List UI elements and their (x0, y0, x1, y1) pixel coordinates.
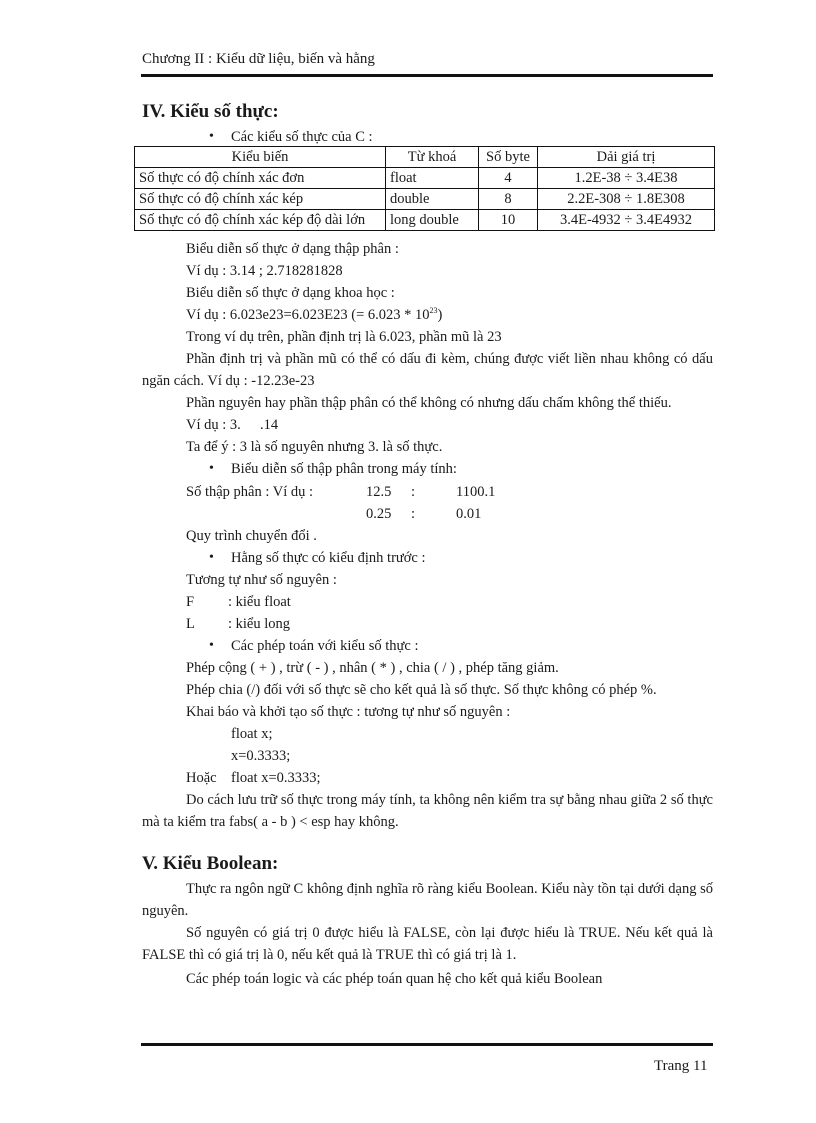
paragraph: Do cách lưu trữ số thực trong máy tính, ta không nên kiểm tra sự bằng nhau giữa 2 số thực mà ta kiểm tra fabs( a - b ) < esp hay không. (142, 792, 713, 830)
footer-rule (141, 1043, 713, 1046)
example-value: 0.25 (366, 506, 392, 522)
chapter-header: Chương II : Kiểu dữ liệu, biến và hằng (142, 51, 375, 67)
example-value: 12.5 (366, 484, 392, 500)
text-line: Trong ví dụ trên, phần định trị là 6.023, phần mũ là 23 (186, 329, 502, 345)
table-header-row (135, 147, 715, 168)
float-types-table (134, 146, 715, 231)
table-header-cell: Số byte (479, 147, 538, 168)
table-cell: 2.2E-308 ÷ 1.8E308 (538, 189, 715, 210)
code-line: float x; (231, 726, 273, 742)
table-row (135, 189, 715, 210)
text-span: Ví dụ : 6.023e23=6.023E23 (= 6.023 * 10 (186, 307, 430, 323)
text-line: Các phép toán logic và các phép toán quan hệ cho kết quả kiểu Boolean (186, 971, 603, 987)
text-line: Quy trình chuyển đổi . (186, 528, 317, 544)
table-cell: 3.4E-4932 ÷ 3.4E4932 (538, 210, 715, 231)
suffix-description: : kiểu long (228, 616, 291, 632)
suffix-letter: F (186, 594, 195, 610)
table-cell: Số thực có độ chính xác kép (135, 189, 386, 210)
page-number: Trang 11 (654, 1058, 708, 1074)
table-header-cell: Kiểu biến (135, 147, 386, 168)
paragraph: Thực ra ngôn ngữ C không định nghĩa rõ ràng kiểu Boolean. Kiểu này tồn tại dưới dạng số nguyên. (142, 881, 713, 919)
text-line: Ví dụ : 3. (186, 417, 241, 433)
text-line: Tương tự như số nguyên : (186, 572, 337, 588)
table-cell: double (386, 189, 479, 210)
section-4-heading: IV. Kiểu số thực: (142, 101, 279, 122)
text-line: Ví dụ : 3.14 ; 2.718281828 (186, 263, 343, 279)
bullet-float-operations: • Các phép toán với kiểu số thực : (231, 637, 418, 655)
table-header-cell: Từ khoá (386, 147, 479, 168)
text-line: Biểu diễn số thực ở dạng khoa học : (186, 285, 395, 301)
example-separator: : (411, 506, 416, 522)
section-5-heading: V. Kiểu Boolean: (142, 853, 279, 874)
paragraph: Số nguyên có giá trị 0 được hiểu là FALSE, còn lại được hiểu là TRUE. Nếu kết quả là FALSE thì có giá trị là 0, nếu kết quả là TRUE thì có giá trị là 1. (142, 925, 713, 963)
superscript: 23 (429, 306, 438, 316)
table-cell: 4 (479, 168, 538, 189)
code-line: float x=0.3333; (231, 770, 321, 786)
table-cell: float (386, 168, 479, 189)
text-line: .14 (260, 417, 279, 433)
table-cell: Số thực có độ chính xác đơn (135, 168, 386, 189)
table-cell: long double (386, 210, 479, 231)
text-line-exponent-example (186, 306, 442, 324)
text-line: Phép chia (/) đối với số thực sẽ cho kết quả là số thực. Số thực không có phép %. (186, 682, 657, 698)
suffix-letter: L (186, 616, 195, 632)
table-header-cell: Dải giá trị (538, 147, 715, 168)
table-cell: Số thực có độ chính xác kép độ dài lớn (135, 210, 386, 231)
bullet-decimal-representation: • Biểu diễn số thập phân trong máy tính: (231, 460, 457, 478)
bullet-typed-constants: • Hằng số thực có kiểu định trước : (231, 549, 426, 567)
text-span: ) (437, 307, 443, 323)
table-cell: 8 (479, 189, 538, 210)
text-line: Biểu diễn số thực ở dạng thập phân : (186, 241, 399, 257)
bullet-float-types: • Các kiểu số thực của C : (231, 128, 373, 146)
text-line: Phần nguyên hay phần thập phân có thể không có nhưng dấu chấm không thể thiếu. (186, 395, 672, 411)
code-line: x=0.3333; (231, 748, 291, 764)
table-cell: 1.2E-38 ÷ 3.4E38 (538, 168, 715, 189)
text-line: Số thập phân : Ví dụ : (186, 484, 314, 500)
text-line: Ta để ý : 3 là số nguyên nhưng 3. là số thực. (186, 439, 443, 455)
header-rule (141, 74, 713, 77)
example-value: 1100.1 (456, 484, 496, 500)
paragraph: Phần định trị và phần mũ có thể có dấu đi kèm, chúng được viết liền nhau không có dấu ngăn cách. Ví dụ : -12.23e-23 (142, 351, 713, 389)
suffix-description: : kiểu float (228, 594, 291, 610)
text-line: Phép cộng ( + ) , trừ ( - ) , nhân ( * ) , chia ( / ) , phép tăng giảm. (186, 660, 559, 676)
example-separator: : (411, 484, 416, 500)
table-cell: 10 (479, 210, 538, 231)
example-value: 0.01 (456, 506, 482, 522)
table-row (135, 210, 715, 231)
text-line: Hoặc (186, 770, 217, 786)
text-line: Khai báo và khởi tạo số thực : tương tự như số nguyên : (186, 704, 511, 720)
table-row (135, 168, 715, 189)
